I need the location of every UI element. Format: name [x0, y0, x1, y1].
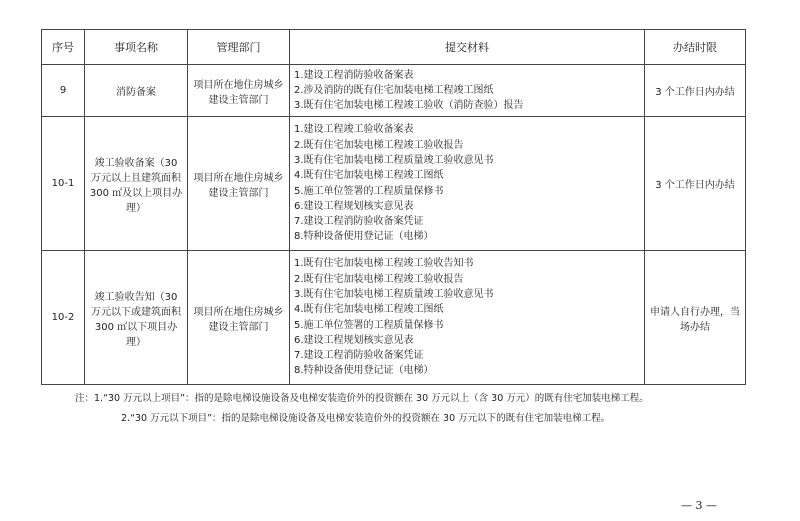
footnote-text: 2.“30 万元以下项目”：指的是除电梯设施设备及电梯安装造价外的投资额在 30 万元以下的既有住宅加装电梯工程。: [121, 413, 611, 424]
row-name: 消防备案: [85, 65, 188, 117]
footnote-2: [75, 409, 649, 429]
row-dept: 项目所在地住房城乡建设主管部门: [188, 251, 290, 385]
row-dept: 项目所在地住房城乡建设主管部门: [188, 117, 290, 251]
material-item: 1.建设工程竣工验收备案表: [294, 124, 414, 136]
materials-table: [41, 29, 746, 385]
material-item: 6.建设工程规划核实意见表: [294, 334, 414, 346]
material-item: 1.既有住宅加装电梯工程竣工验收告知书: [294, 258, 474, 270]
header-materials: 提交材料: [290, 30, 645, 65]
table-header-row: [42, 30, 746, 65]
footnote-label: 注：: [75, 393, 95, 404]
material-item: 8.特种设备使用登记证（电梯）: [294, 231, 434, 243]
footnote-1: [75, 389, 649, 409]
material-item: 6.建设工程规划核实意见表: [294, 200, 414, 212]
material-item: 7.建设工程消防验收备案凭证: [294, 350, 424, 362]
row-limit: 3 个工作日内办结: [645, 65, 746, 117]
header-limit: 办结时限: [645, 30, 746, 65]
material-item: 7.建设工程消防验收备案凭证: [294, 216, 424, 228]
row-dept: 项目所在地住房城乡建设主管部门: [188, 65, 290, 117]
row-materials: [290, 65, 645, 117]
material-item: 2.既有住宅加装电梯工程竣工验收报告: [294, 139, 464, 151]
footnote-text: 1.“30 万元以上项目”：指的是除电梯设施设备及电梯安装造价外的投资额在 30 万元以上（含 30 万元）的既有住宅加装电梯工程。: [94, 393, 649, 404]
header-no: 序号: [42, 30, 85, 65]
material-item: 5.施工单位签署的工程质量保修书: [294, 319, 444, 331]
footnotes: [75, 389, 649, 429]
table-row: [42, 251, 746, 385]
header-name: 事项名称: [85, 30, 188, 65]
row-limit: 申请人自行办理，当场办结: [645, 251, 746, 385]
row-no: 10-1: [42, 117, 85, 251]
row-name: 竣工验收告知（30 万元以下或建筑面积 300 ㎡以下项目办理）: [85, 251, 188, 385]
material-item: 2.涉及消防的既有住宅加装电梯工程竣工图纸: [294, 84, 494, 96]
table-row: [42, 117, 746, 251]
row-materials: [290, 251, 645, 385]
row-no: 10-2: [42, 251, 85, 385]
material-item: 8.特种设备使用登记证（电梯）: [294, 365, 434, 377]
row-limit: 3 个工作日内办结: [645, 117, 746, 251]
row-name: 竣工验收备案（30 万元以上且建筑面积 300 ㎡及以上项目办理）: [85, 117, 188, 251]
material-item: 5.施工单位签署的工程质量保修书: [294, 185, 444, 197]
material-item: 2.既有住宅加装电梯工程竣工验收报告: [294, 273, 464, 285]
material-item: 4.既有住宅加装电梯工程竣工图纸: [294, 170, 444, 182]
table-row: [42, 65, 746, 117]
page-number: — 3 —: [681, 499, 717, 512]
row-materials: [290, 117, 645, 251]
row-no: 9: [42, 65, 85, 117]
material-item: 3.既有住宅加装电梯工程质量竣工验收意见书: [294, 288, 494, 300]
material-item: 3.既有住宅加装电梯工程竣工验收（消防查验）报告: [294, 100, 524, 112]
material-item: 4.既有住宅加装电梯工程竣工图纸: [294, 304, 444, 316]
header-dept: 管理部门: [188, 30, 290, 65]
material-item: 1.建设工程消防验收备案表: [294, 69, 414, 81]
material-item: 3.既有住宅加装电梯工程质量竣工验收意见书: [294, 154, 494, 166]
